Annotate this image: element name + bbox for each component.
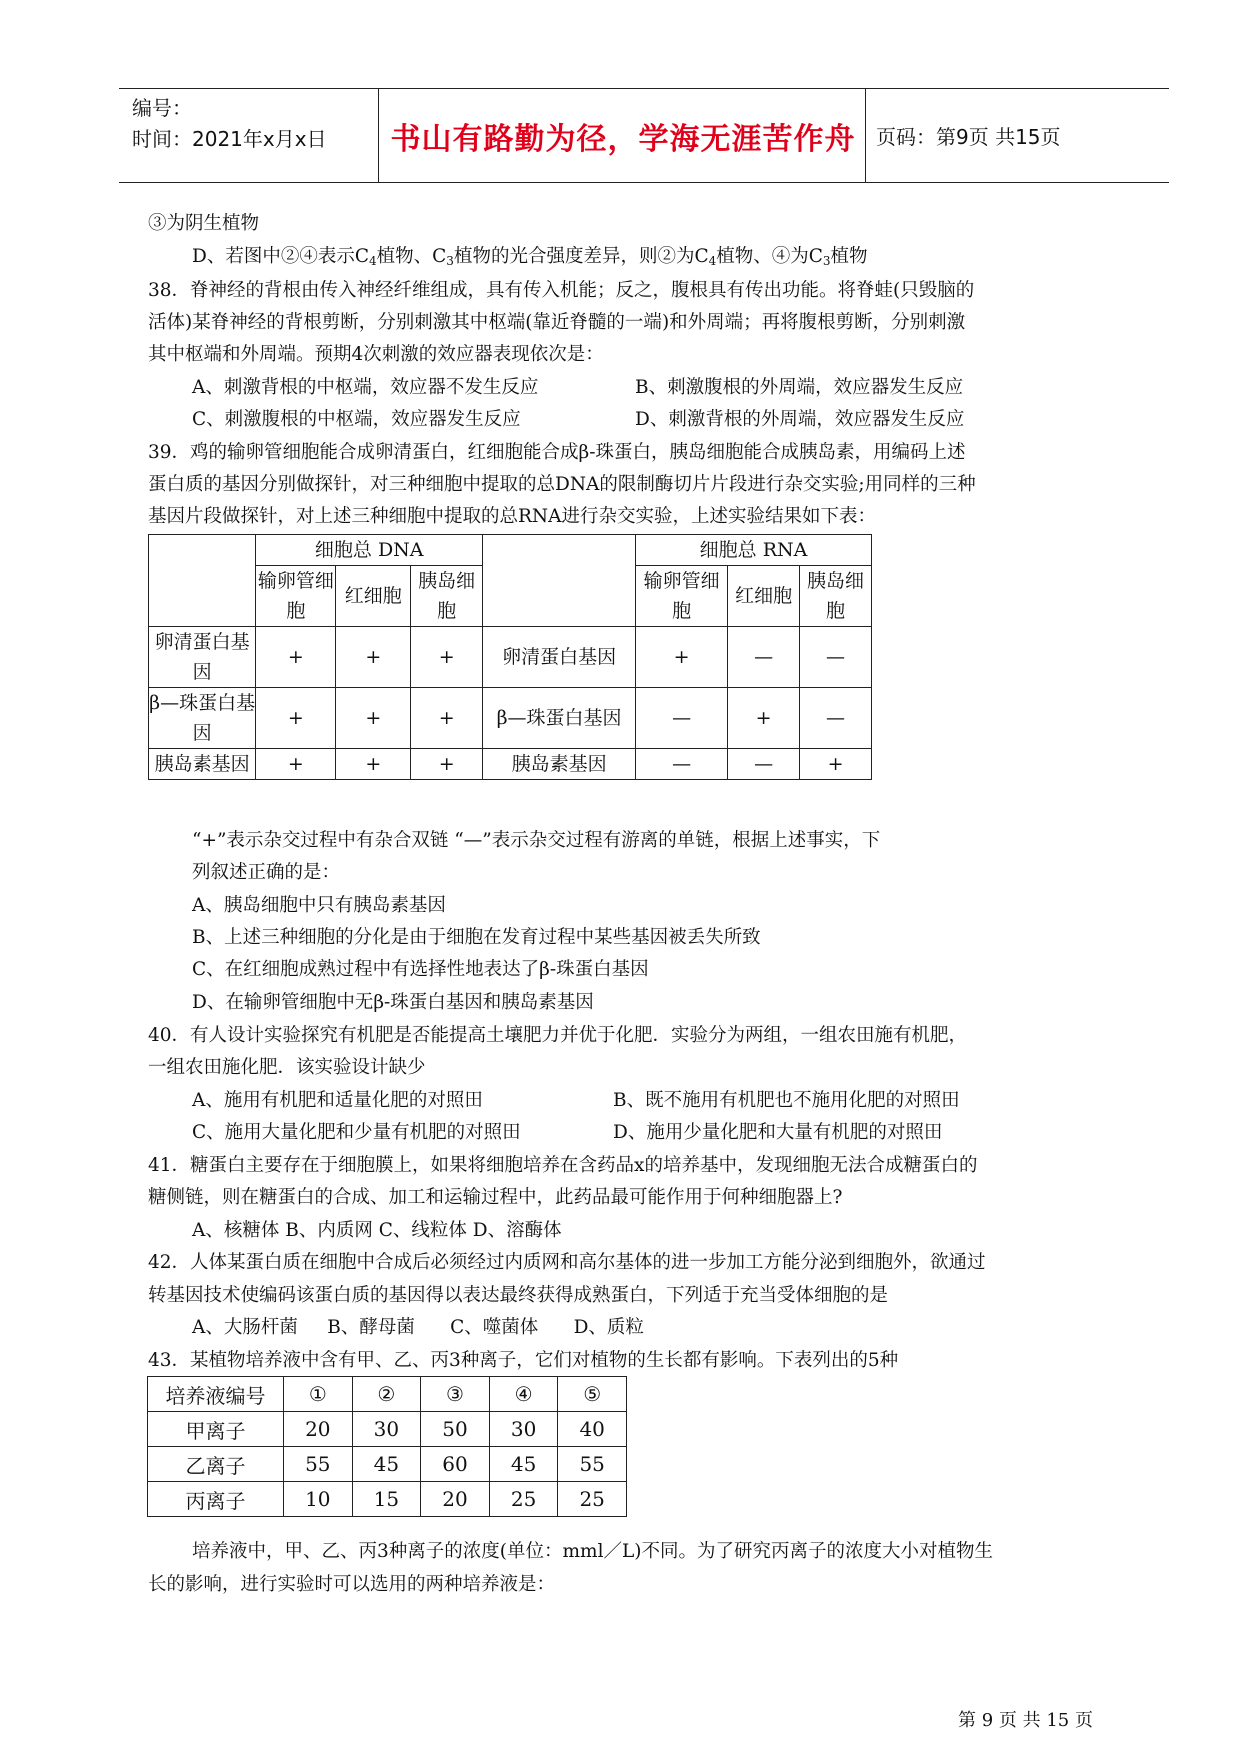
header-time: 时间：2021年x月x日	[132, 127, 327, 151]
header-divider	[865, 89, 866, 182]
page-footer: 第 9 页 共 15 页	[958, 1710, 1093, 1731]
options-row: A、核糖体 B、内质网 C、线粒体 D、溶酶体	[192, 1220, 562, 1241]
question-43-line: 培养液中，甲、乙、丙3种离子的浓度(单位：mml／L)不同。为了研究丙离子的浓度大小对植物生	[192, 1541, 993, 1562]
table-cell: 55	[558, 1447, 627, 1482]
question-38: 38．脊神经的背根由传入神经纤维组成，具有传入机能；反之，腹根具有传出功能。将脊蛙(只毁脑的	[148, 280, 975, 301]
header-info	[132, 93, 382, 155]
column-header: ③	[421, 1377, 490, 1412]
cell-type-header: 胰岛细胞	[411, 566, 483, 627]
column-header: ⑤	[558, 1377, 627, 1412]
table-cell: +	[800, 749, 872, 780]
table-cell: 25	[558, 1482, 627, 1517]
cell-type-header: 胰岛细胞	[800, 566, 872, 627]
header-number: 编号：	[132, 96, 192, 120]
rna-header: 细胞总 RNA	[636, 535, 872, 566]
table-cell: 60	[421, 1447, 490, 1482]
culture-solution-table	[147, 1376, 627, 1517]
option-a: A、胰岛细胞中只有胰岛素基因	[192, 895, 446, 916]
table-header-row	[148, 1377, 627, 1412]
table-cell: —	[728, 749, 800, 780]
column-header: ②	[352, 1377, 421, 1412]
question-38-line: 活体)某脊神经的背根剪断，分别刺激其中枢端(靠近脊髓的一端)和外周端；再将腹根剪断，分别刺激	[148, 312, 966, 333]
option-b: B、既不施用有机肥也不施用化肥的对照田	[613, 1090, 960, 1111]
hybridization-table	[148, 534, 872, 780]
table-cell: +	[411, 749, 483, 780]
dna-header: 细胞总 DNA	[256, 535, 483, 566]
table-note: “+”表示杂交过程中有杂合双链 “—”表示杂交过程有游离的单链，根据上述事实，下	[192, 830, 881, 851]
table-cell: 40	[558, 1412, 627, 1447]
column-header: ①	[284, 1377, 353, 1412]
gene-label: β—珠蛋白基因	[483, 688, 636, 749]
option-a: A、施用有机肥和适量化肥的对照田	[192, 1090, 483, 1111]
table-row	[149, 627, 872, 688]
question-41: 41．糖蛋白主要存在于细胞膜上，如果将细胞培养在含药品x的培养基中，发现细胞无法合成糖蛋白的	[148, 1155, 978, 1176]
row-label: 甲离子	[148, 1412, 284, 1447]
table-cell: +	[256, 627, 336, 688]
options-row: A、大肠杆菌 B、酵母菌 C、噬菌体 D、质粒	[192, 1317, 644, 1338]
option-line: D、若图中②④表示$C_4$植物、$C_3$植物的光合强度差异，则②为$C_4$植物、④为$C_3$植物	[192, 246, 868, 268]
header-motto: 书山有路勤为径，学海无涯苦作舟	[390, 121, 856, 157]
table-cell: +	[336, 688, 411, 749]
option-c: C、在红细胞成熟过程中有选择性地表达了β-珠蛋白基因	[192, 959, 649, 980]
column-header: 培养液编号	[148, 1377, 284, 1412]
option-b: B、上述三种细胞的分化是由于细胞在发育过程中某些基因被丢失所致	[192, 927, 761, 948]
gene-label: β—珠蛋白基因	[149, 688, 256, 749]
table-cell: —	[728, 627, 800, 688]
question-38-line: 其中枢端和外周端。预期4次刺激的效应器表现依次是：	[148, 344, 604, 365]
gene-label: 胰岛素基因	[483, 749, 636, 780]
question-40: 40．有人设计实验探究有机肥是否能提高土壤肥力并优于化肥．实验分为两组，一组农田施有机肥，	[148, 1025, 968, 1046]
table-row	[149, 749, 872, 780]
option-d: D、在输卵管细胞中无β-珠蛋白基因和胰岛素基因	[192, 992, 594, 1013]
row-label: 乙离子	[148, 1447, 284, 1482]
table-cell: +	[728, 688, 800, 749]
table-row	[148, 1447, 627, 1482]
cell-type-header: 红细胞	[336, 566, 411, 627]
header-page-number: 页码：第9页 共15页	[876, 125, 1061, 149]
table-cell: 20	[421, 1482, 490, 1517]
table-cell: 45	[352, 1447, 421, 1482]
row-label: 丙离子	[148, 1482, 284, 1517]
table-cell: 15	[352, 1482, 421, 1517]
question-39: 39．鸡的输卵管细胞能合成卵清蛋白，红细胞能合成β-珠蛋白，胰岛细胞能合成胰岛素，用编码上述	[148, 442, 966, 463]
table-cell: —	[800, 627, 872, 688]
table-cell: 30	[352, 1412, 421, 1447]
gene-label: 胰岛素基因	[149, 749, 256, 780]
table-cell: 50	[421, 1412, 490, 1447]
column-header: ④	[489, 1377, 558, 1412]
table-cell: —	[800, 688, 872, 749]
cell-type-header: 输卵管细胞	[636, 566, 728, 627]
table-cell: +	[411, 627, 483, 688]
table-cell: +	[411, 688, 483, 749]
option-c: C、施用大量化肥和少量有机肥的对照田	[192, 1122, 521, 1143]
table-cell: +	[336, 627, 411, 688]
option-a: A、刺激背根的中枢端，效应器不发生反应	[192, 377, 539, 398]
table-cell: +	[256, 749, 336, 780]
page-header	[119, 88, 1169, 183]
table-cell: —	[636, 749, 728, 780]
question-39-line: 基因片段做探针，对上述三种细胞中提取的总RNA进行杂交实验，上述实验结果如下表：	[148, 506, 876, 527]
table-cell: —	[636, 688, 728, 749]
question-42-line: 转基因技术使编码该蛋白质的基因得以表达最终获得成熟蛋白，下列适于充当受体细胞的是	[148, 1285, 889, 1306]
table-note: 列叙述正确的是：	[192, 862, 341, 883]
question-40-line: 一组农田施化肥．该实验设计缺少	[148, 1057, 426, 1078]
option-d: D、刺激背根的外周端，效应器发生反应	[635, 409, 965, 430]
option-c: C、刺激腹根的中枢端，效应器发生反应	[192, 409, 521, 430]
table-cell: +	[636, 627, 728, 688]
table-cell: 25	[489, 1482, 558, 1517]
header-divider	[378, 89, 379, 182]
cell-type-header: 红细胞	[728, 566, 800, 627]
text-line: ③为阴生植物	[148, 213, 260, 234]
table-cell: +	[256, 688, 336, 749]
cell-type-header: 输卵管细胞	[256, 566, 336, 627]
question-39-line: 蛋白质的基因分别做探针，对三种细胞中提取的总DNA的限制酶切片片段进行杂交实验;用同样的三种	[148, 474, 976, 495]
table-cell: 20	[284, 1412, 353, 1447]
question-43: 43．某植物培养液中含有甲、乙、丙3种离子，它们对植物的生长都有影响。下表列出的5种	[148, 1350, 899, 1371]
option-d: D、施用少量化肥和大量有机肥的对照田	[613, 1122, 943, 1143]
question-43-line: 长的影响，进行实验时可以选用的两种培养液是：	[148, 1574, 556, 1595]
table-row	[148, 1482, 627, 1517]
table-cell: 30	[489, 1412, 558, 1447]
question-41-line: 糖侧链，则在糖蛋白的合成、加工和运输过程中，此药品最可能作用于何种细胞器上?	[148, 1187, 843, 1208]
table-cell: 45	[489, 1447, 558, 1482]
table-row	[148, 1412, 627, 1447]
question-42: 42．人体某蛋白质在细胞中合成后必须经过内质网和高尔基体的进一步加工方能分泌到细胞外，欲通过	[148, 1252, 986, 1273]
gene-label: 卵清蛋白基因	[149, 627, 256, 688]
option-b: B、刺激腹根的外周端，效应器发生反应	[635, 377, 964, 398]
table-row	[149, 688, 872, 749]
table-cell: 55	[284, 1447, 353, 1482]
table-cell: 10	[284, 1482, 353, 1517]
gene-label: 卵清蛋白基因	[483, 627, 636, 688]
table-cell: +	[336, 749, 411, 780]
